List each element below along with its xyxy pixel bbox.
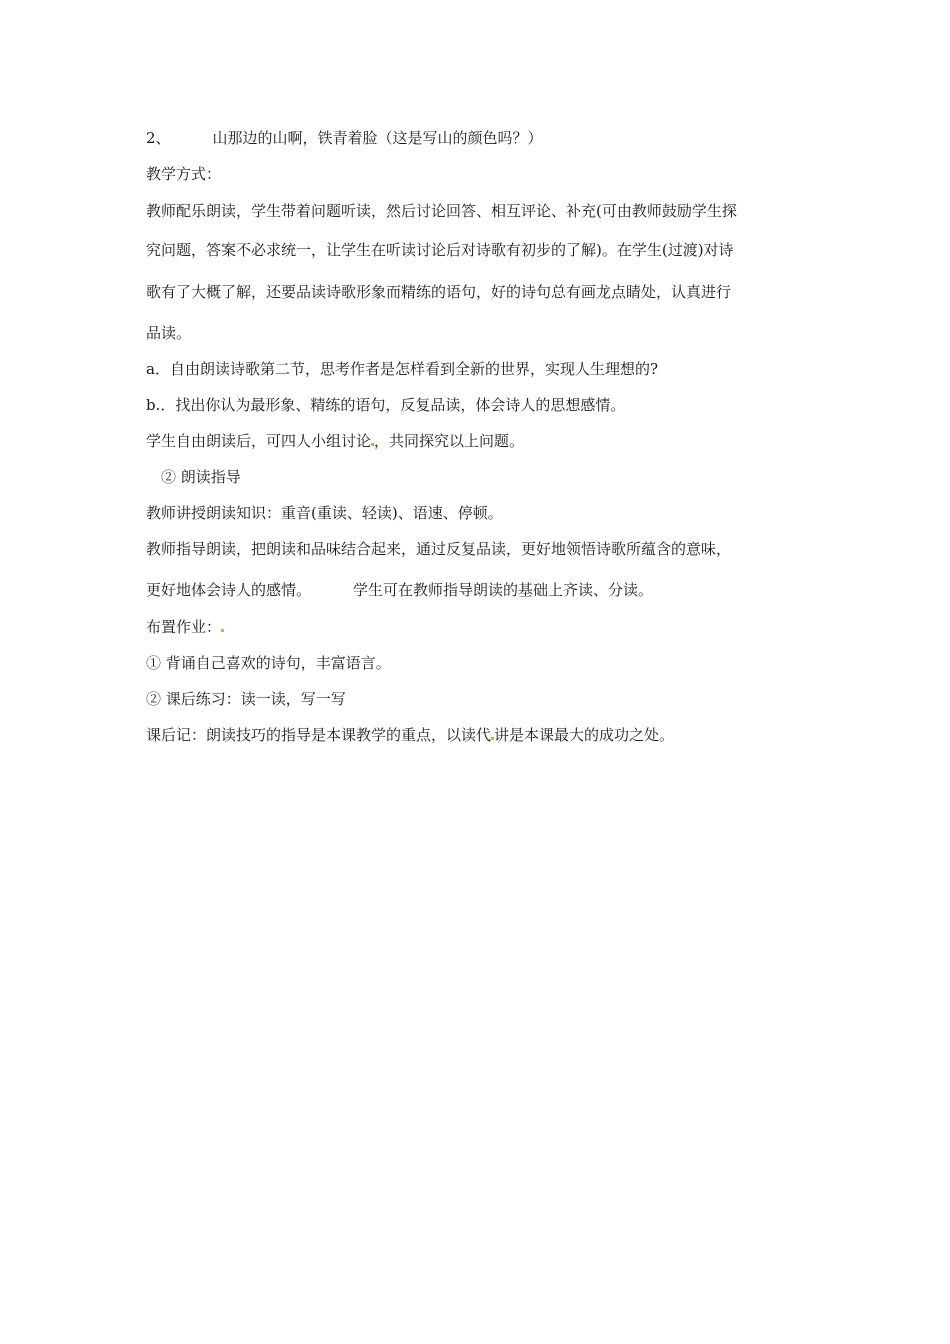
question-b-label: b. [146, 396, 161, 414]
item-text: 山那边的山啊，铁青着脸（这是写山的颜色吗？） [212, 129, 543, 147]
paragraph-line: 歌有了大概了解，还要品读诗歌形象而精练的语句，好的诗句总有画龙点睛处，认真进行 [146, 283, 732, 301]
homework-heading-line [146, 617, 826, 637]
guidance-text: 学生可在教师指导朗读的基础上齐读、分读。 [353, 581, 654, 599]
homework-heading: 布置作业： [146, 618, 222, 636]
guidance-line: 教师指导朗读，把朗读和品味结合起来，通过反复品读，更好地领悟诗歌所蕴含的意味， [146, 540, 732, 558]
guidance-line [146, 580, 826, 600]
teaching-method-heading: 教学方式： [146, 165, 222, 183]
paragraph-line: 究问题，答案不必求统一，让学生在听读讨论后对诗歌有初步的了解)。在学生(过渡)对诗 [146, 241, 734, 259]
reflection-text: 课后记：朗读技巧的指导是本课教学的重点，以读代 [146, 726, 492, 744]
question-b-text: ．找出你认为最形象、精练的语句，反复品读，体会诗人的思想感情。 [160, 396, 626, 414]
group-discussion-text: 学生自由朗读后，可四人小组讨论 [146, 432, 372, 450]
paragraph-line: 品读。 [146, 324, 192, 342]
reflection-text: 讲是本课最大的成功之处。 [494, 726, 675, 744]
item-number: 2、 [146, 129, 171, 147]
reflection-line [146, 725, 826, 745]
question-b [146, 395, 826, 415]
paragraph-line: 教师配乐朗读，学生带着问题听读，然后讨论回答、相互评论、补充(可由教师鼓励学生探 [146, 202, 737, 220]
speck-mark [221, 629, 224, 632]
question-a: a．自由朗读诗歌第二节，思考作者是怎样看到全新的世界，实现人生理想的? [146, 360, 658, 378]
homework-item: ① 背诵自己喜欢的诗句，丰富语言。 [146, 654, 391, 672]
group-discussion-text: ，共同探究以上问题。 [374, 432, 525, 450]
homework-item: ② 课后练习：读一读，写一写 [146, 690, 346, 708]
item-2-line [146, 128, 826, 148]
guidance-text: 更好地体会诗人的感情。 [146, 581, 312, 599]
section-heading: ② 朗读指导 [161, 468, 241, 486]
knowledge-line: 教师讲授朗读知识：重音(重读、轻读)、语速、停顿。 [146, 504, 503, 522]
group-discussion-line [146, 431, 826, 451]
